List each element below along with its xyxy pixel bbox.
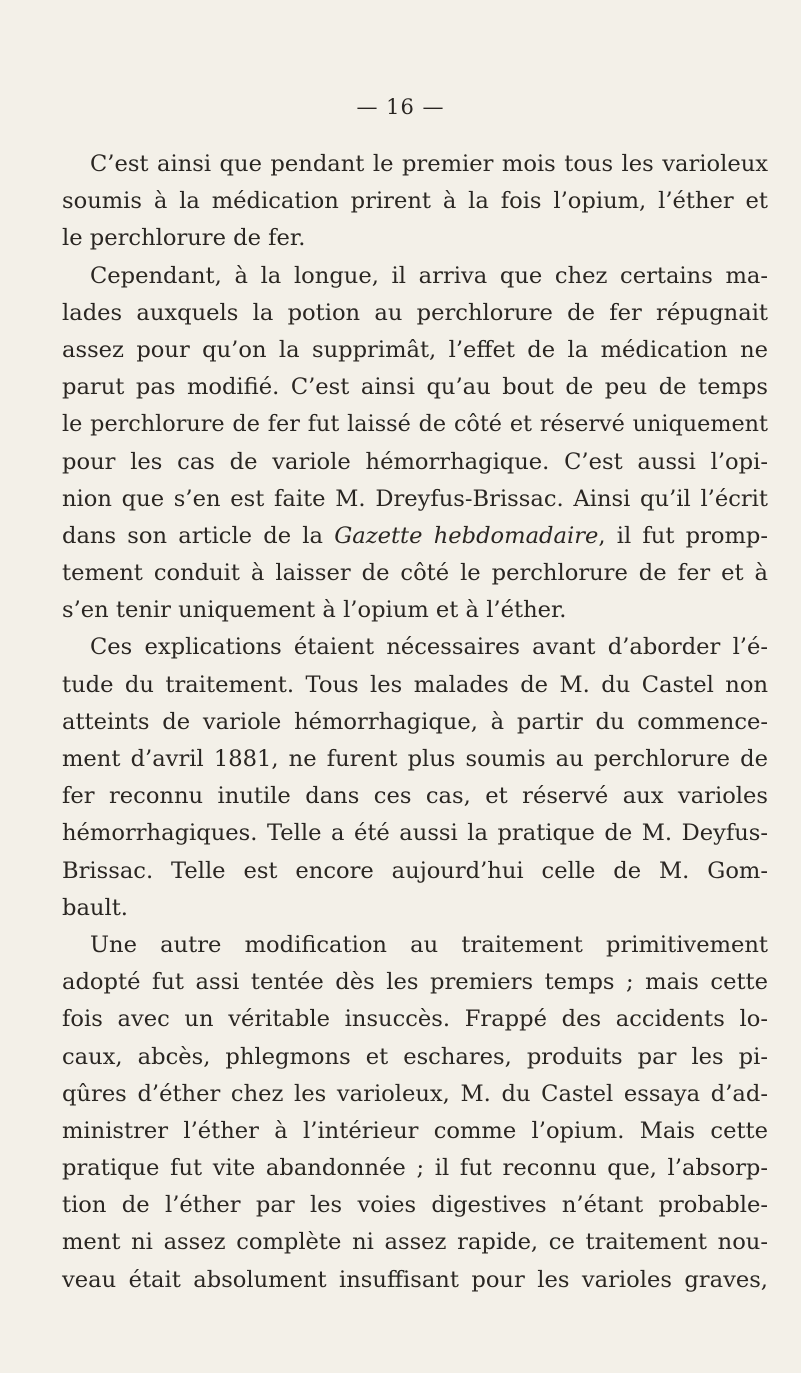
text-line: le perchlorure de fer.: [62, 225, 306, 252]
text-line: fois avec un véritable insuccès. Frappé des accidents lo-: [62, 1006, 768, 1033]
text-line: tement conduit à laisser de côté le perchlorure de fer et à: [62, 560, 768, 587]
text-line: hémorrhagiques. Telle a été aussi la pratique de M. Deyfus-: [62, 820, 768, 847]
text-line: s’en tenir uniquement à l’opium et à l’éther.: [62, 597, 567, 624]
text-line: parut pas modifié. C’est ainsi qu’au bout de peu de temps: [62, 374, 768, 401]
text-segment: , il fut promp-: [598, 522, 768, 549]
journal-title: Gazette hebdomadaire: [334, 522, 599, 549]
text-line: fer reconnu inutile dans ces cas, et réservé aux varioles: [62, 783, 768, 810]
text-line: ment ni assez complète ni assez rapide, ce traitement nou-: [62, 1229, 768, 1256]
text-line: le perchlorure de fer fut laissé de côté et réservé uniquement: [62, 411, 768, 438]
text-line: tude du traitement. Tous les malades de M. du Castel non: [62, 671, 768, 698]
page-number: — 16 —: [356, 95, 445, 119]
text-line: ministrer l’éther à l’intérieur comme l’opium. Mais cette: [62, 1117, 768, 1144]
text-line: pour les cas de variole hémorrhagique. C’est aussi l’opi-: [62, 448, 768, 475]
text-line: Cependant, à la longue, il arriva que chez certains ma-: [90, 262, 768, 289]
text-line: veau était absolument insuffisant pour les varioles graves,: [62, 1266, 768, 1293]
body-text: [62, 146, 768, 1299]
text-line: Une autre modification au traitement primitivement: [90, 931, 768, 958]
text-line: nion que s’en est faite M. Dreyfus-Brissac. Ainsi qu’il l’écrit: [62, 485, 768, 512]
text-line: C’est ainsi que pendant le premier mois tous les varioleux: [90, 151, 768, 177]
text-segment: dans son article de la: [62, 522, 335, 549]
text-line: qûres d’éther chez les varioleux, M. du Castel essaya d’ad-: [62, 1080, 768, 1107]
text-line: Brissac. Telle est encore aujourd’hui celle de M. Gom-: [62, 857, 768, 884]
text-line: tion de l’éther par les voies digestives n’étant probable-: [62, 1192, 768, 1219]
text-line: adopté fut assi tentée dès les premiers temps ; mais cette: [62, 969, 768, 996]
text-line: caux, abcès, phlegmons et eschares, produits par les pi-: [62, 1043, 768, 1070]
text-line: [62, 518, 768, 555]
text-line: ment d’avril 1881, ne furent plus soumis au perchlorure de: [62, 746, 768, 772]
text-line: soumis à la médication prirent à la fois l’opium, l’éther et: [62, 188, 768, 215]
text-line: Ces explications étaient nécessaires avant d’aborder l’é-: [90, 634, 768, 661]
text-line: atteints de variole hémorrhagique, à partir du commence-: [62, 708, 768, 735]
text-line: pratique fut vite abandonnée ; il fut reconnu que, l’absorp-: [62, 1155, 768, 1182]
text-line: lades auxquels la potion au perchlorure de fer répugnait: [62, 299, 768, 326]
text-line: assez pour qu’on la supprimât, l’effet de la médication ne: [62, 336, 768, 363]
text-line: bault.: [62, 894, 128, 921]
